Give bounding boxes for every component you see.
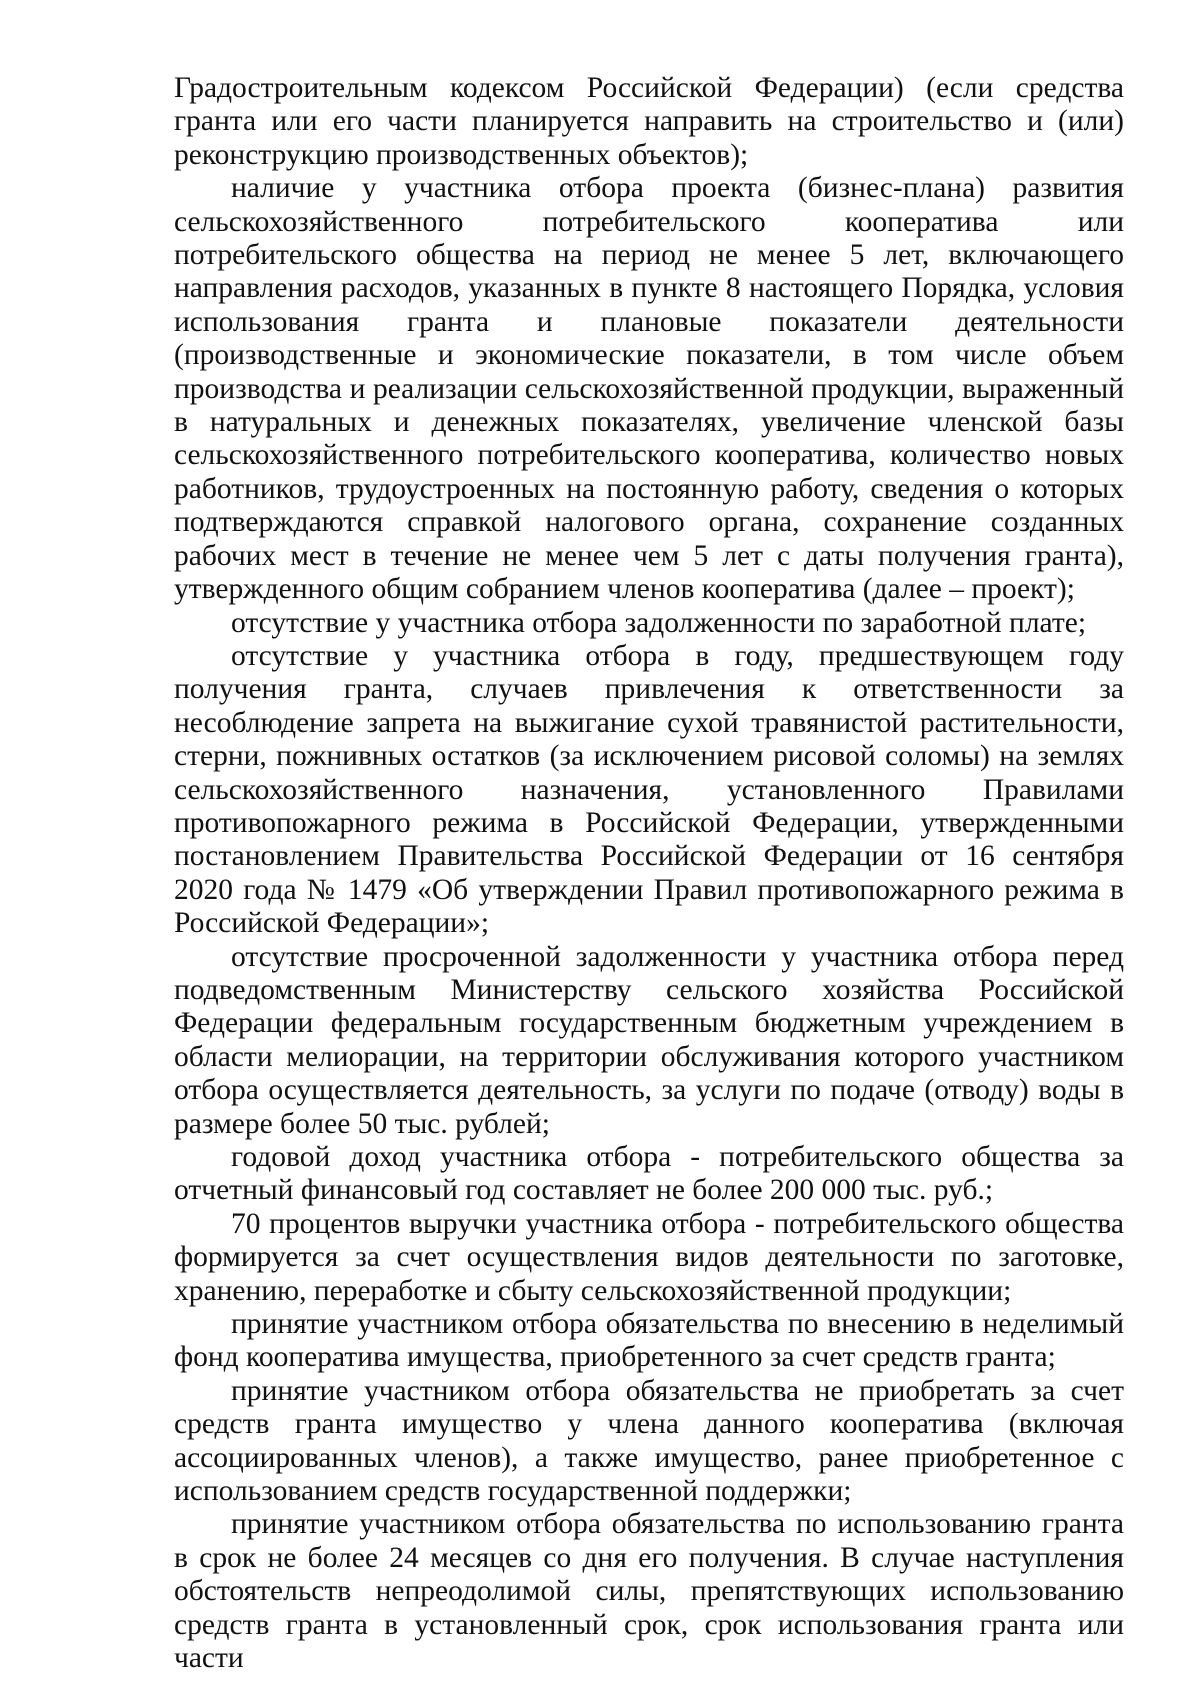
paragraph-continuation: Градостроительным кодексом Российской Федерации) (если средства гранта или его части планируется направить на строительство и (или) реконструкцию производственных объектов); [174,72,1124,171]
paragraph-fire-safety: отсутствие у участника отбора в году, предшествующем году получения гранта, случаев привлечения к ответственности за несоблюдение запрета на выжигание сухой травянистой растительности, стерни, пожнивных остатков (за исключением рисовой соломы) на землях сельскохозяйственного назначения, установленного Правилами противопожарного режима в Российской Федерации, утвержденными постановлением Правительства Российской Федерации от 16 сентября 2020 года № 1479 «Об утверждении Правил противопожарного режима в Российской Федерации»; [174,639,1124,940]
paragraph-revenue-share: 70 процентов выручки участника отбора - потребительского общества формируется за счет осуществления видов деятельности по заготовке, хранению, переработке и сбыту сельскохозяйственной продукции; [174,1207,1124,1307]
paragraph-grant-term: принятие участником отбора обязательства по использованию гранта в срок не более 24 месяцев со дня его получения. В случае наступления обстоятельств непреодолимой силы, препятствующих использованию средств гранта в установленный срок, срок использования гранта или части [174,1508,1124,1675]
document-page [174,72,1124,1676]
paragraph-no-wage-debt: отсутствие у участника отбора задолженности по заработной плате; [231,606,1087,639]
paragraph-indivisible-fund: принятие участником отбора обязательства по внесению в неделимый фонд кооператива имущества, приобретенного за счет средств гранта; [174,1308,1124,1374]
paragraph-annual-income: годовой доход участника отбора - потребительского общества за отчетный финансовый год составляет не более 200 000 тыс. руб.; [174,1141,1124,1207]
paragraph-business-plan: наличие у участника отбора проекта (бизнес-плана) развития сельскохозяйственного потребительского кооператива или потребительского общества на период не менее 5 лет, включающего направления расходов, указанных в пункте 8 настоящего Порядка, условия использования гранта и плановые показатели деятельности (производственные и экономические показатели, в том числе объем производства и реализации сельскохозяйственной продукции, выраженный в натуральных и денежных показателях, увеличение членской базы сельскохозяйственного потребительского кооператива, количество новых работников, трудоустроенных на постоянную работу, сведения о которых подтверждаются справкой налогового органа, сохранение созданных рабочих мест в течение не менее чем 5 лет с даты получения гранта), утвержденного общим собранием членов кооператива (далее – проект); [174,172,1124,606]
paragraph-melioration-debt: отсутствие просроченной задолженности у участника отбора перед подведомственным Министерству сельского хозяйства Российской Федерации федеральным государственным бюджетным учреждением в области мелиорации, на территории обслуживания которого участником отбора осуществляется деятельность, за услуги по подаче (отводу) воды в размере более 50 тыс. рублей; [174,940,1124,1140]
paragraph-no-member-purchase: принятие участником отбора обязательства не приобретать за счет средств гранта имущество у члена данного кооператива (включая ассоциированных членов), а также имущество, ранее приобретенное с использованием средств государственной поддержки; [174,1374,1124,1508]
